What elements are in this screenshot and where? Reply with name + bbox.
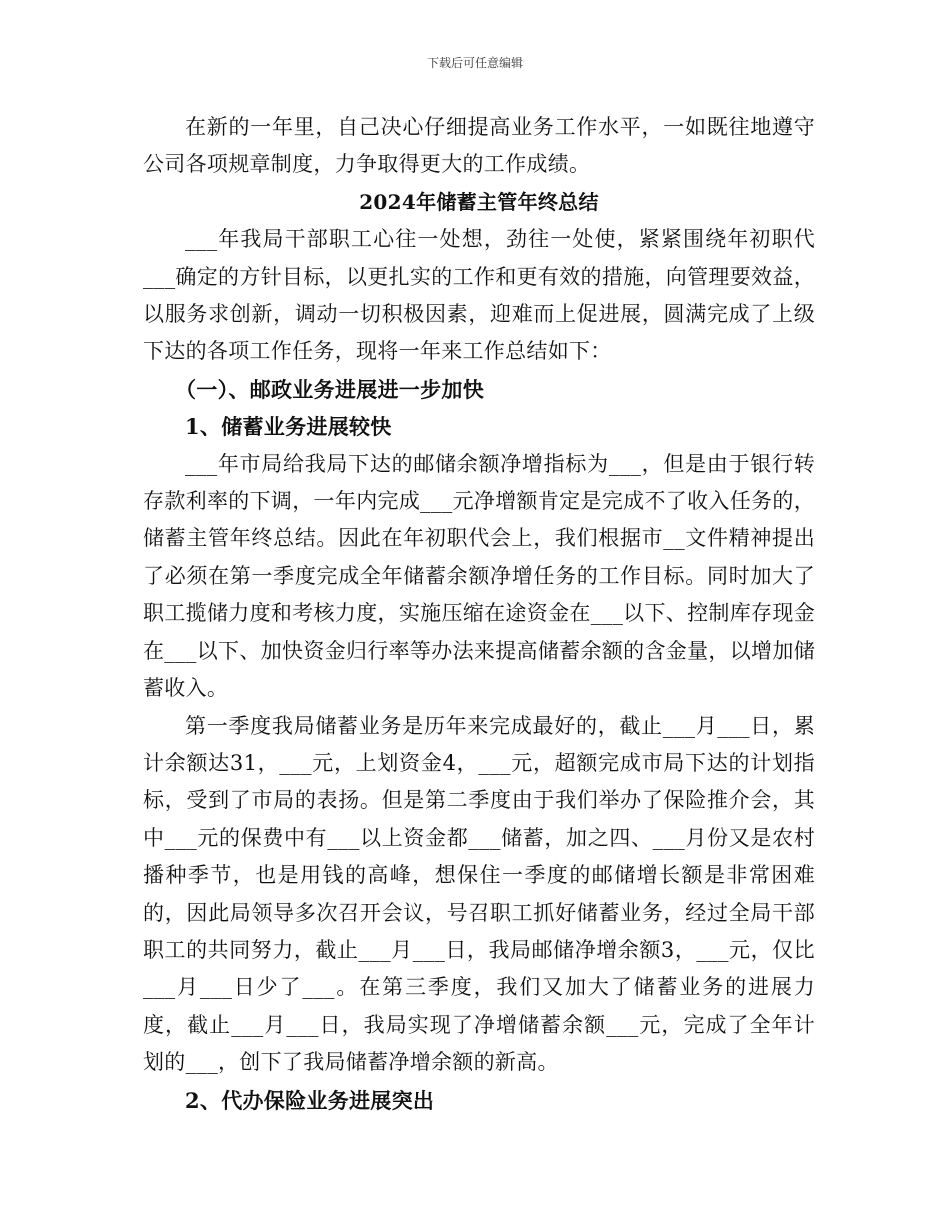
page-header: 下载后可任意编辑 <box>426 56 523 70</box>
document-body <box>143 109 815 1119</box>
subsection-heading: 2、代办保险业务进展突出 <box>185 1087 435 1113</box>
document-title: 2024年储蓄主管年终总结 <box>359 189 599 214</box>
paragraph: 在新的一年里，自己决心仔细提高业务工作水平，一如既往地遵守公司各项规章制度，力争取得更大的工作成绩。 <box>143 115 815 177</box>
paragraph: ___年市局给我局下达的邮储余额净增指标为___，但是由于银行转存款利率的下调，一年内完成___元净增额肯定是完成不了收入任务的，储蓄主管年终总结。因此在年初职代会上，我们根据市__文件精神提出了必须在第一季度完成全年储蓄余额净增任务的工作目标。同时加大了职工揽储力度和考核力度，实施压缩在途资金在___以下、控制库存现金在___以下、加快资金归行率等办法来提高储蓄余额的含金量，以增加储蓄收入。 <box>143 451 815 701</box>
paragraph: ___年我局干部职工心往一处想，劲往一处使，紧紧围绕年初职代___确定的方针目标，以更扎实的工作和更有效的措施，向管理要效益，以服务求创新，调动一切积极因素，迎难而上促进展，圆满完成了上级下达的各项工作任务，现将一年来工作总结如下： <box>143 227 815 364</box>
section-heading: （一）、邮政业务进展进一步加快 <box>175 376 484 402</box>
subsection-heading: 1、储蓄业务进展较快 <box>185 414 392 440</box>
paragraph: 第一季度我局储蓄业务是历年来完成最好的，截止___月___日，累计余额达31，___元，上划资金4，___元，超额完成市局下达的计划指标，受到了市局的表扬。但是第二季度由于我们举办了保险推介会，其中___元的保费中有___以上资金都___储蓄，加之四、___月份又是农村播种季节，也是用钱的高峰，想保住一季度的邮储增长额是非常困难的，因此局领导多次召开会议，号召职工抓好储蓄业务，经过全局干部职工的共同努力，截止___月___日，我局邮储净增余额3，___元，仅比___月___日少了___。在第三季度，我们又加大了储蓄业务的进展力度，截止___月___日，我局实现了净增储蓄余额___元，完成了全年计划的___，创下了我局储蓄净增余额的新高。 <box>143 713 815 1075</box>
